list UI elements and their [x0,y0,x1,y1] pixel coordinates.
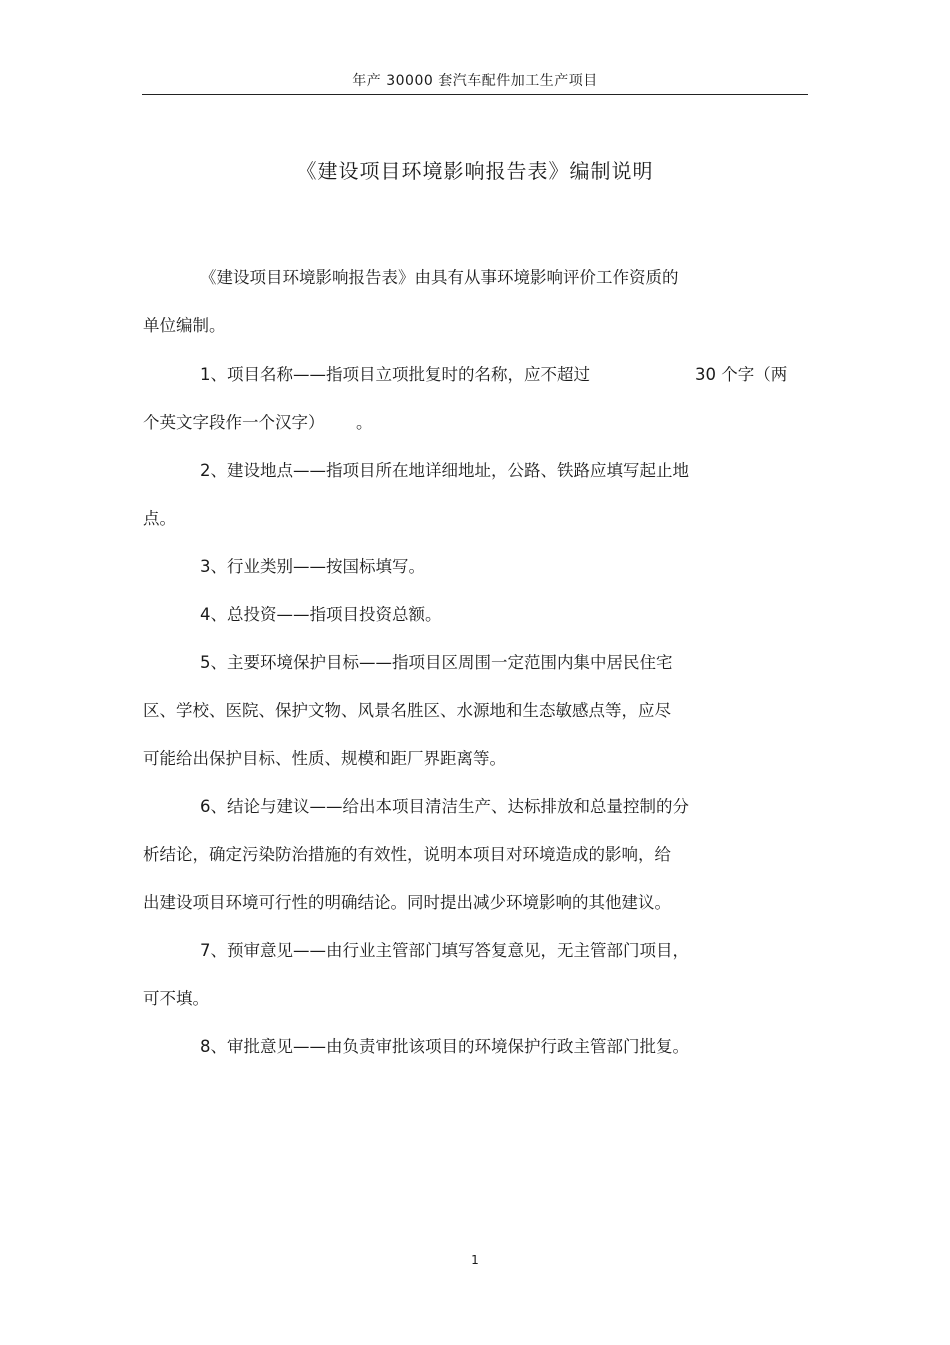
item-1-line-1-tail: 30 个字（两 [695,365,788,384]
document-title: 《建设项目环境影响报告表》编制说明 [296,159,654,183]
item-8-line-1: 8、审批意见——由负责审批该项目的环境保护行政主管部门批复。 [200,1037,689,1056]
item-6-line-1: 6、结论与建议——给出本项目清洁生产、达标排放和总量控制的分 [200,797,689,816]
item-5-line-1: 5、主要环境保护目标——指项目区周围一定范围内集中居民住宅 [200,653,673,672]
item-6-line-2: 析结论，确定污染防治措施的有效性，说明本项目对环境造成的影响，给 [143,845,671,864]
paragraph-intro-line-1: 《建设项目环境影响报告表》由具有从事环境影响评价工作资质的 [200,268,679,287]
item-1-line-2: 个英文字段作一个汉字） [143,413,325,432]
item-7-line-2: 可不填。 [143,989,209,1008]
item-2-line-1: 2、建设地点——指项目所在地详细地址，公路、铁路应填写起止地 [200,461,689,480]
item-3-line-1: 3、行业类别——按国标填写。 [200,557,425,576]
item-1-line-2-period: 。 [356,413,373,432]
item-7-line-1: 7、预审意见——由行业主管部门填写答复意见，无主管部门项目， [200,941,689,960]
item-1-line-1: 1、项目名称——指项目立项批复时的名称，应不超过 [200,365,590,384]
running-header: 年产 30000 套汽车配件加工生产项目 [352,73,598,89]
item-6-line-3: 出建设项目环境可行性的明确结论。同时提出减少环境影响的其他建议。 [143,893,671,912]
header-rule [142,94,808,95]
item-5-line-3: 可能给出保护目标、性质、规模和距厂界距离等。 [143,749,506,768]
item-4-line-1: 4、总投资——指项目投资总额。 [200,605,442,624]
paragraph-intro-line-2: 单位编制。 [143,316,226,335]
page-number: 1 [471,1253,479,1267]
item-5-line-2: 区、学校、医院、保护文物、风景名胜区、水源地和生态敏感点等，应尽 [143,701,671,720]
item-2-line-2: 点。 [143,509,176,528]
